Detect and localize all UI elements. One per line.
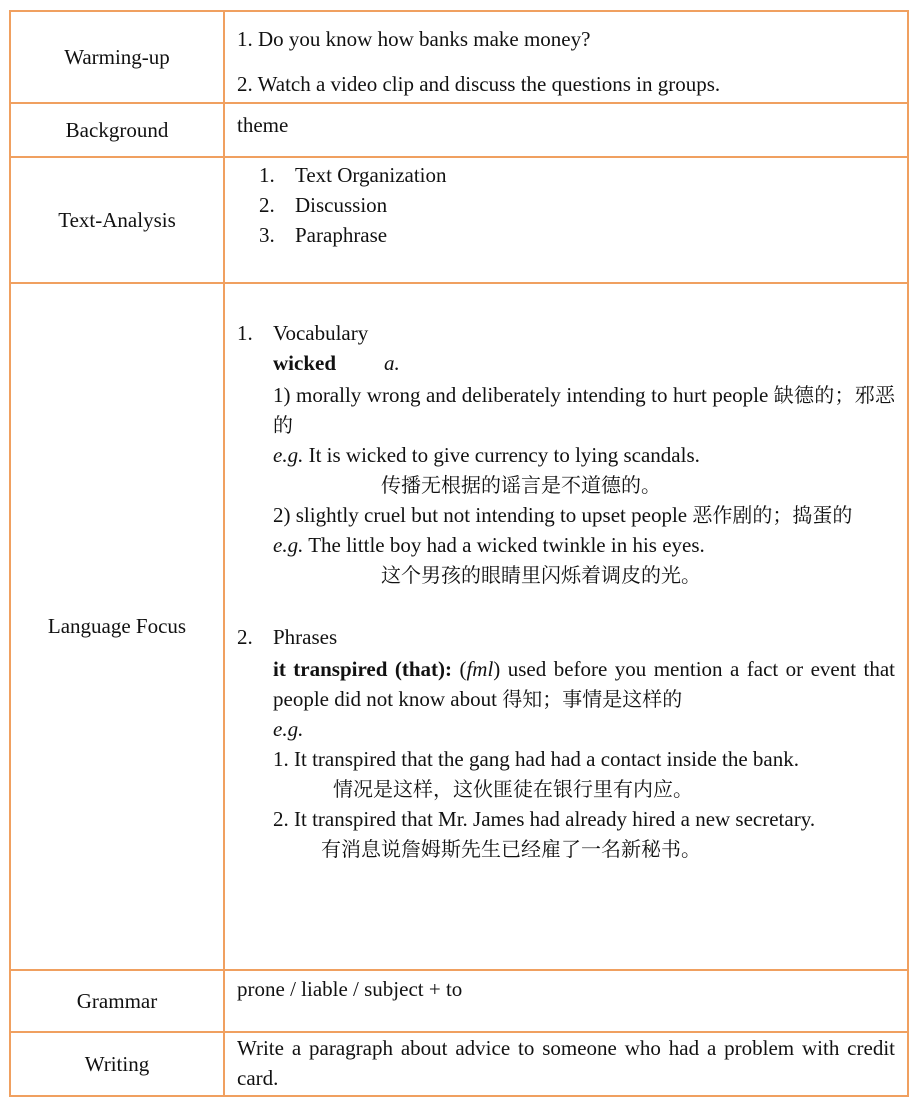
vocabulary-section bbox=[237, 318, 895, 348]
label-grammar: Grammar bbox=[10, 970, 224, 1032]
warming-up-line-2: 2. Watch a video clip and discuss the questions in groups. bbox=[237, 72, 721, 96]
definition-1-text: 1) morally wrong and deliberately intending to hurt people bbox=[273, 383, 769, 407]
phrase-example-2-zh: 有消息说詹姆斯先生已经雇了一名新秘书。 bbox=[321, 837, 701, 861]
example-1-text: It is wicked to give currency to lying scandals. bbox=[308, 443, 700, 467]
example-2 bbox=[273, 530, 895, 560]
definition-2-text: 2) slightly cruel but not intending to upset people bbox=[273, 503, 688, 527]
example-2-text: The little boy had a wicked twinkle in his eyes. bbox=[308, 533, 705, 557]
content-warming-up bbox=[224, 11, 908, 103]
vocabulary-heading bbox=[237, 318, 895, 348]
phrase-example-2: 2. It transpired that Mr. James had already hired a new secretary. bbox=[273, 807, 816, 831]
content-grammar bbox=[224, 970, 908, 1032]
headword-line bbox=[273, 348, 895, 378]
row-writing bbox=[10, 1032, 908, 1096]
vocabulary-title: Vocabulary bbox=[273, 321, 369, 345]
list-item-text: Discussion bbox=[295, 193, 388, 217]
row-warming-up bbox=[10, 11, 908, 103]
example-2-zh: 这个男孩的眼睛里闪烁着调皮的光。 bbox=[381, 563, 701, 587]
label-language-focus: Language Focus bbox=[10, 283, 224, 970]
row-grammar bbox=[10, 970, 908, 1032]
text-analysis-list bbox=[259, 160, 895, 250]
vocabulary-number: 1. bbox=[237, 321, 253, 345]
phrases-number: 2. bbox=[237, 625, 253, 649]
list-item bbox=[259, 220, 895, 250]
writing-text: Write a paragraph about advice to someone who had a problem with credit card. bbox=[237, 1036, 895, 1090]
label-background: Background bbox=[10, 103, 224, 157]
eg-label: e.g. bbox=[273, 533, 304, 557]
phrase-eg-label: e.g. bbox=[273, 717, 304, 741]
row-language-focus bbox=[10, 283, 908, 970]
row-background bbox=[10, 103, 908, 157]
phrases-title: Phrases bbox=[273, 625, 338, 649]
headword: wicked bbox=[273, 351, 336, 375]
background-text: theme bbox=[237, 113, 289, 137]
phrase-register: fml bbox=[466, 657, 494, 681]
list-item-number: 2. bbox=[259, 193, 275, 217]
content-writing bbox=[224, 1032, 908, 1096]
definition-1-zh: 缺德的；邪恶的 bbox=[273, 383, 896, 437]
content-language-focus bbox=[224, 283, 908, 970]
lesson-plan-table bbox=[9, 10, 909, 1097]
phrases-heading bbox=[237, 622, 895, 652]
eg-label: e.g. bbox=[273, 443, 304, 467]
label-warming-up: Warming-up bbox=[10, 11, 224, 103]
label-writing: Writing bbox=[10, 1032, 224, 1096]
list-item-text: Paraphrase bbox=[295, 223, 388, 247]
phrase-entry: it transpired (that): (fml) used before you mention a fact or event that people did not know about 得知；事情是这样的 bbox=[273, 657, 896, 711]
phrase-definition: used before you mention a fact or event that people did not know about bbox=[273, 657, 896, 711]
content-text-analysis bbox=[224, 157, 908, 283]
example-1 bbox=[273, 440, 895, 470]
list-item-number: 1. bbox=[259, 163, 275, 187]
list-item bbox=[259, 190, 895, 220]
phrase-example-1-zh: 情况是这样，这伙匪徒在银行里有内应。 bbox=[333, 777, 693, 801]
phrase-term: it transpired (that): bbox=[273, 657, 452, 681]
warming-up-line-1: 1. Do you know how banks make money? bbox=[237, 27, 591, 51]
vocabulary-body bbox=[237, 348, 895, 590]
phrase-example-1: 1. It transpired that the gang had had a contact inside the bank. bbox=[273, 747, 799, 771]
definition-1 bbox=[273, 380, 895, 440]
phrase-definition-zh: 得知；事情是这样的 bbox=[502, 687, 683, 711]
example-1-zh: 传播无根据的谣言是不道德的。 bbox=[381, 473, 661, 497]
phrases-body bbox=[237, 654, 895, 864]
row-text-analysis bbox=[10, 157, 908, 283]
list-item bbox=[259, 160, 895, 190]
definition-2-zh: 恶作剧的；捣蛋的 bbox=[692, 503, 853, 527]
part-of-speech: a. bbox=[384, 351, 400, 375]
list-item-text: Text Organization bbox=[295, 163, 447, 187]
grammar-text: prone / liable / subject + to bbox=[237, 977, 463, 1001]
phrases-section bbox=[237, 622, 895, 652]
list-item-number: 3. bbox=[259, 223, 275, 247]
label-text-analysis: Text-Analysis bbox=[10, 157, 224, 283]
definition-2 bbox=[273, 500, 895, 530]
content-background bbox=[224, 103, 908, 157]
